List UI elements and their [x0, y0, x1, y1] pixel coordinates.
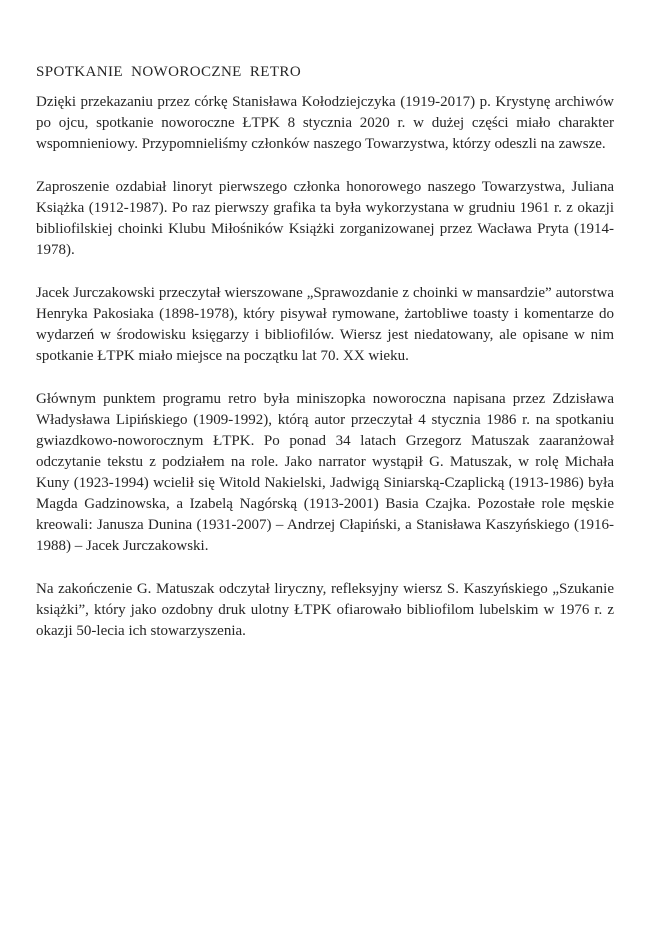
paragraph-nativity-play: Głównym punktem programu retro była miniszopka noworoczna napisana przez Zdzisława Władysława Lipińskiego (1909-1992), którą autor przeczytał 4 stycznia 1986 r. na spotkaniu gwiazdkowo-noworocznym ŁTPK. Po ponad 34 latach Grzegorz Matuszak zaaranżował odczytanie tekstu z podziałem na role. Jako narrator wystąpił G. Matuszak, w rolę Michała Kuny (1923-1994) wcielił się Witold Nakielski, Jadwigą Siniarską-Czaplicką (1913-1986) była Magda Gadzinowska, a Izabelą Nagórską (1913-2001) Basia Czajka. Pozostałe role męskie kreowali: Janusza Dunina (1931-2007) – Andrzej Cłapiński, a Stanisława Kaszyńskiego (1916-1988) – Jacek Jurczakowski.	[36, 391, 614, 554]
paragraph-poem-reading: Jacek Jurczakowski przeczytał wierszowane „Sprawozdanie z choinki w mansardzie” autorstwa Henryka Pakosiaka (1898-1978), który pisywał rymowane, żartobliwe toasty i komentarze do wydarzeń w środowisku księgarzy i bibliofilów. Wiersz jest niedatowany, ale opisane w nim spotkanie ŁTPK miało miejsce na początku lat 70. XX wieku.	[36, 285, 614, 364]
document-page	[36, 62, 614, 664]
paragraph-closing: Na zakończenie G. Matuszak odczytał liryczny, refleksyjny wiersz S. Kaszyńskiego „Szukanie książki”, który jako ozdobny druk ulotny ŁTPK ofiarowało bibliofilom lubelskim w 1976 r. z okazji 50-lecia ich stowarzyszenia.	[36, 581, 614, 639]
paragraph-invitation: Zaproszenie ozdabiał linoryt pierwszego członka honorowego naszego Towarzystwa, Juliana Książka (1912-1987). Po raz pierwszy grafika ta była wykorzystana w grudniu 1961 r. z okazji bibliofilskiej choinki Klubu Miłośników Książki zorganizowanej przez Wacława Pryta (1914-1978).	[36, 179, 614, 258]
paragraph-intro: Dzięki przekazaniu przez córkę Stanisława Kołodziejczyka (1919-2017) p. Krystynę archiwów po ojcu, spotkanie noworoczne ŁTPK 8 stycznia 2020 r. w dużej części miało charakter wspomnieniowy. Przypomnieliśmy członków naszego Towarzystwa, którzy odeszli na zawsze.	[36, 94, 614, 152]
document-title: SPOTKANIE NOWOROCZNE RETRO	[36, 64, 302, 80]
